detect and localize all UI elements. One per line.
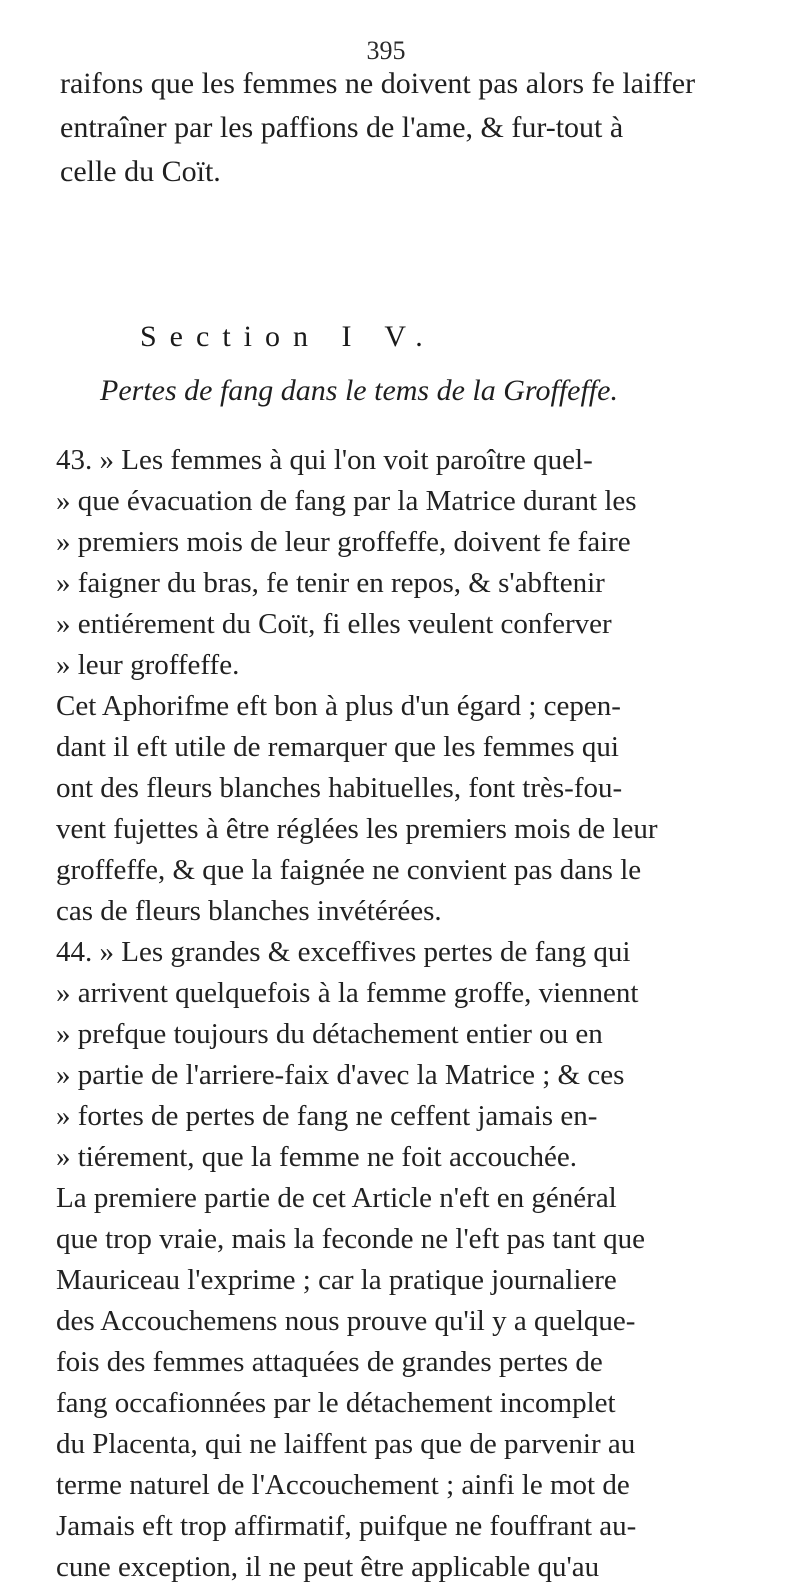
text-line: » tiérement, que la femme ne foit accouchée. <box>56 1141 577 1173</box>
text-line: des Accouchemens nous prouve qu'il y a quelque- <box>56 1305 636 1337</box>
text-line: » prefque toujours du détachement entier ou en <box>56 1018 603 1050</box>
text-line: entraîner par les paffions de l'ame, & fur-tout à <box>60 111 624 144</box>
text-line: fois des femmes attaquées de grandes pertes de <box>56 1346 603 1378</box>
section-heading: Section I V. <box>140 320 436 353</box>
text-line: fang occafionnées par le détachement incomplet <box>56 1387 616 1419</box>
text-line: cune exception, il ne peut être applicable qu'au <box>56 1551 600 1583</box>
text-line: que trop vraie, mais la feconde ne l'eft pas tant que <box>56 1223 646 1255</box>
text-line: » leur groffeffe. <box>56 649 240 681</box>
body-text <box>56 440 776 1588</box>
text-line: » fortes de pertes de fang ne ceffent jamais en- <box>56 1100 598 1132</box>
text-line: » faigner du bras, fe tenir en repos, & s'abftenir <box>56 567 605 599</box>
page-number: 395 <box>366 36 406 65</box>
text-line: 44. » Les grandes & exceffives pertes de fang qui <box>56 936 631 968</box>
text-line: cas de fleurs blanches invétérées. <box>56 895 442 927</box>
text-line: » premiers mois de leur groffeffe, doivent fe faire <box>56 526 631 558</box>
text-line: groffeffe, & que la faignée ne convient pas dans le <box>56 854 642 886</box>
text-line: du Placenta, qui ne laiffent pas que de parvenir au <box>56 1428 636 1460</box>
text-line: raifons que les femmes ne doivent pas alors fe laiffer <box>60 67 696 100</box>
section-subtitle: Pertes de fang dans le tems de la Groffeffe. <box>100 374 618 407</box>
text-line: » arrivent quelquefois à la femme groffe, viennent <box>56 977 639 1009</box>
text-line: Mauriceau l'exprime ; car la pratique journaliere <box>56 1264 617 1296</box>
text-line: terme naturel de l'Accouchement ; ainfi le mot de <box>56 1469 630 1501</box>
text-line: » que évacuation de fang par la Matrice durant les <box>56 485 637 517</box>
text-line: » entiérement du Coït, fi elles veulent conferver <box>56 608 612 640</box>
text-line: ont des fleurs blanches habituelles, font très-fou- <box>56 772 623 804</box>
intro-paragraph <box>60 62 760 194</box>
text-line: dant il eft utile de remarquer que les femmes qui <box>56 731 619 763</box>
text-line: 43. » Les femmes à qui l'on voit paroître quel- <box>56 444 593 476</box>
text-line: celle du Coït. <box>60 155 221 188</box>
text-line: vent fujettes à être réglées les premiers mois de leur <box>56 813 658 845</box>
text-line: Cet Aphorifme eft bon à plus d'un égard ; cepen- <box>56 690 621 722</box>
text-line: La premiere partie de cet Article n'eft en général <box>56 1182 617 1214</box>
text-line: Jamais eft trop affirmatif, puifque ne fouffrant au- <box>56 1510 637 1542</box>
text-line: » partie de l'arriere-faix d'avec la Matrice ; & ces <box>56 1059 625 1091</box>
